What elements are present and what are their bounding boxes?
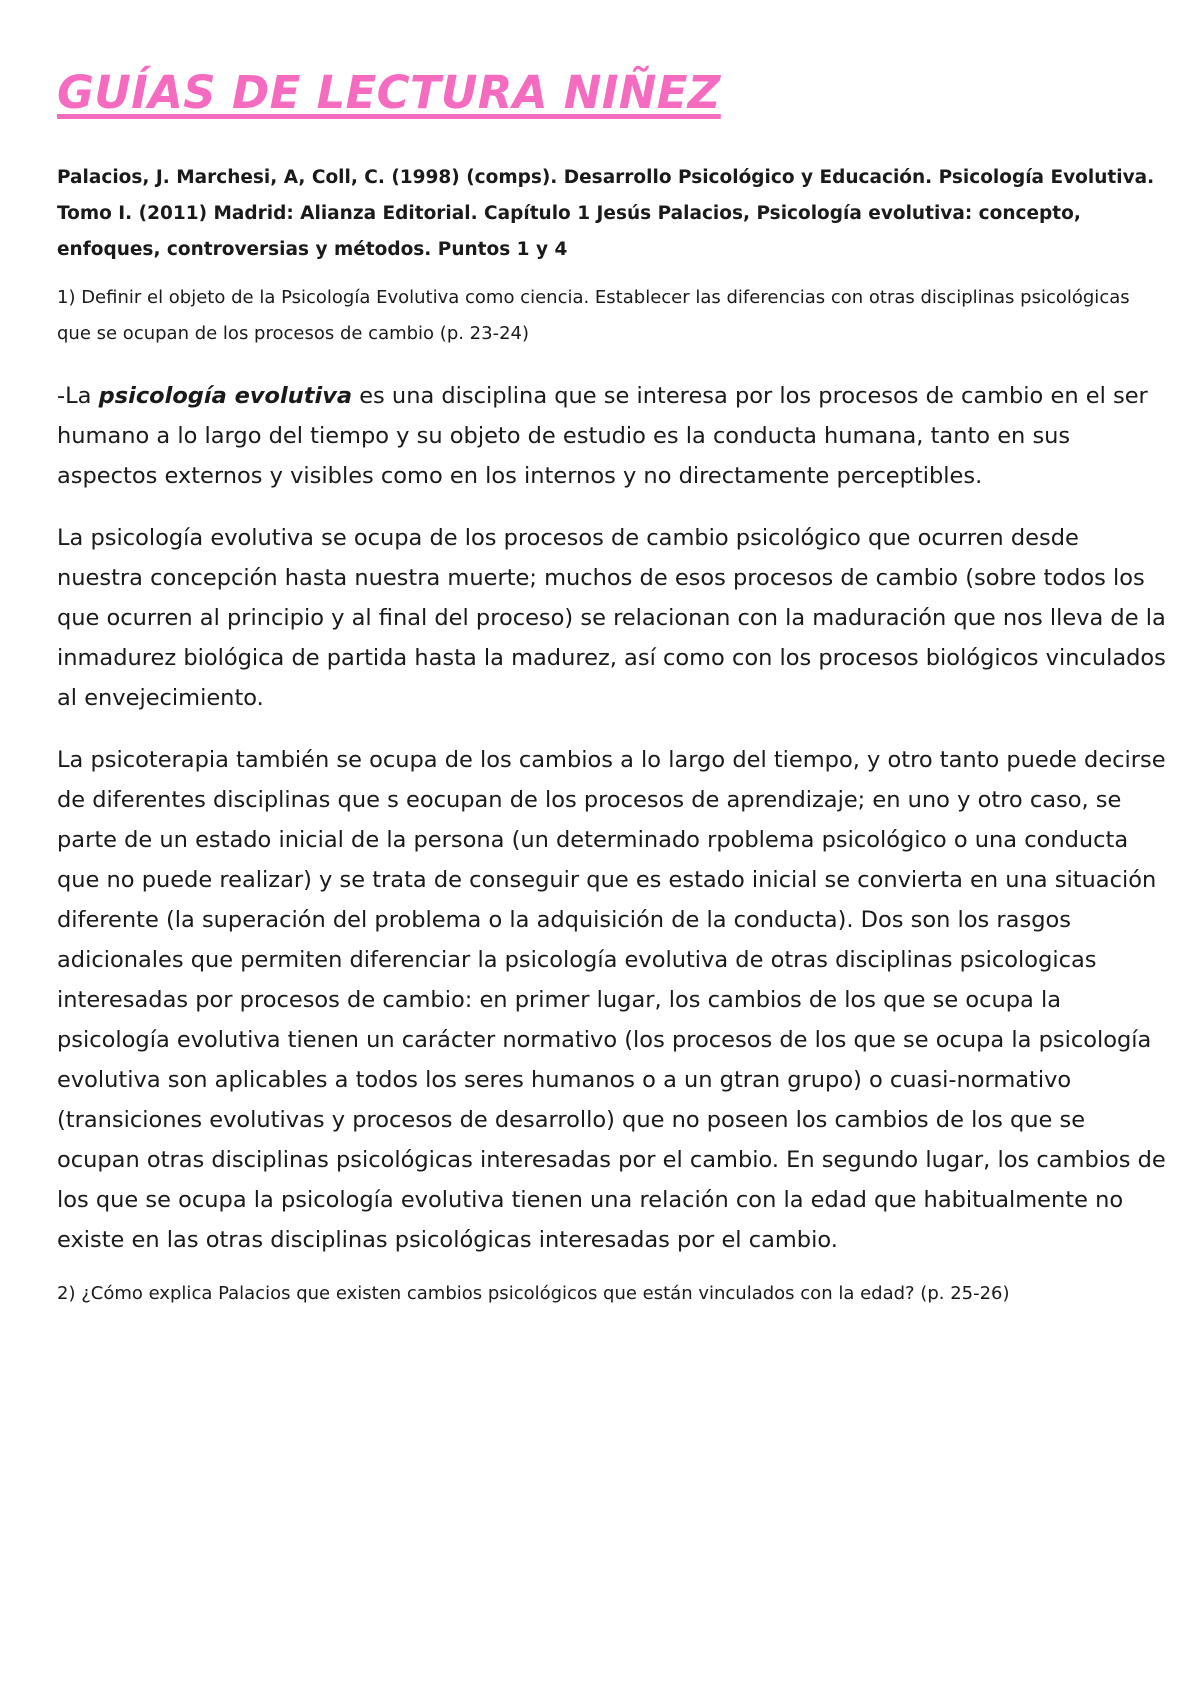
key-term: psicología evolutiva	[98, 383, 353, 409]
bibliographic-reference: Palacios, J. Marchesi, A, Coll, C. (1998) (comps). Desarrollo Psicológico y Educación. Psicología Evolutiva. Tomo I. (2011) Madrid: Alianza Editorial. Capítulo 1 Jesús Palacios, Psicología evolutiva: concepto, enfoques, controversias y métodos. Puntos 1 y 4	[57, 167, 1155, 260]
question-2: 2) ¿Cómo explica Palacios que existen cambios psicológicos que están vinculados con la edad? (p. 25-26)	[57, 1283, 1010, 1304]
answer-paragraph-1	[57, 376, 1167, 496]
paragraph-1-rest: es una disciplina que se interesa por los procesos de cambio en el ser humano a lo largo del tiempo y su objeto de estudio es la conducta humana, tanto en sus aspectos externos y visibles como en los internos y no directamente perceptibles.	[57, 383, 1148, 489]
answer-paragraph-2: La psicología evolutiva se ocupa de los procesos de cambio psicológico que ocurren desde nuestra concepción hasta nuestra muerte; muchos de esos procesos de cambio (sobre todos los que ocurren al principio y al final del proceso) se relacionan con la maduración que nos lleva de la inmadurez biológica de partida hasta la madurez, así como con los procesos biológicos vinculados al envejecimiento.	[57, 525, 1166, 711]
document-page	[57, 62, 1167, 1312]
answer-paragraph-3: La psicoterapia también se ocupa de los cambios a lo largo del tiempo, y otro tanto puede decirse de diferentes disciplinas que s eocupan de los procesos de aprendizaje; en uno y otro caso, se parte de un estado inicial de la persona (un determinado rpoblema psicológico o una conducta que no puede realizar) y se trata de conseguir que es estado inicial se convierta en una situación diferente (la superación del problema o la adquisición de la conducta). Dos son los rasgos adicionales que permiten diferenciar la psicología evolutiva de otras disciplinas psicologicas interesadas por procesos de cambio: en primer lugar, los cambios de los que se ocupa la psicología evolutiva tienen un carácter normativo (los procesos de los que se ocupa la psicología evolutiva son aplicables a todos los seres humanos o a un gtran grupo) o cuasi-normativo (transiciones evolutivas y procesos de desarrollo) que no poseen los cambios de los que se ocupan otras disciplinas psicológicas interesadas por el cambio. En segundo lugar, los cambios de los que se ocupa la psicología evolutiva tienen una relación con la edad que habitualmente no existe en las otras disciplinas psicológicas interesadas por el cambio.	[57, 747, 1166, 1253]
question-1: 1) Definir el objeto de la Psicología Evolutiva como ciencia. Establecer las diferencias con otras disciplinas psicológicas que se ocupan de los procesos de cambio (p. 23-24)	[57, 287, 1130, 344]
paragraph-1-prefix: -La	[57, 383, 99, 409]
page-title: GUÍAS DE LECTURA NIÑEZ	[57, 66, 721, 119]
